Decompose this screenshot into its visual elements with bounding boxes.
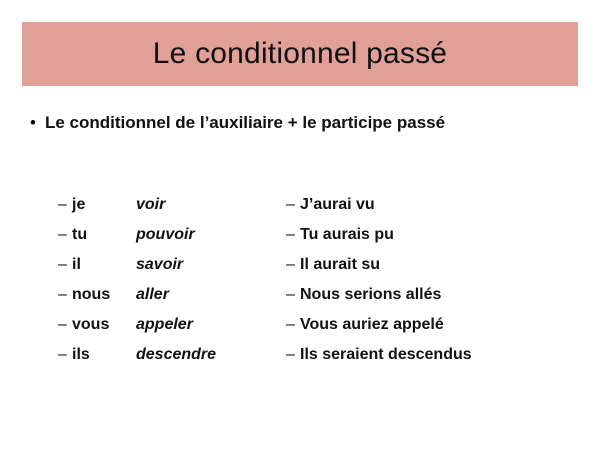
result-cell: Ils seraient descendus <box>300 346 472 363</box>
dash-marker-icon: – <box>286 226 295 243</box>
verb-cell: appeler <box>136 316 193 333</box>
dash-marker-icon: – <box>286 286 295 303</box>
pronoun-cell: je <box>72 196 86 213</box>
dash-marker-icon: – <box>58 286 67 303</box>
title-banner <box>22 22 578 86</box>
pronoun-cell: il <box>72 256 81 273</box>
verb-cell: pouvoir <box>136 226 195 243</box>
dash-marker-icon: – <box>58 316 67 333</box>
table-row <box>58 316 588 346</box>
table-row <box>58 256 588 286</box>
pronoun-cell: tu <box>72 226 88 243</box>
dash-marker-icon: – <box>286 316 295 333</box>
dash-marker-icon: – <box>58 346 67 363</box>
table-row <box>58 346 588 376</box>
pronoun-cell: nous <box>72 286 111 303</box>
table-row <box>58 196 588 226</box>
bullet-text: Le conditionnel de l’auxiliaire + le participe passé <box>44 113 446 132</box>
verb-cell: savoir <box>136 256 184 273</box>
pronoun-cell: ils <box>72 346 90 363</box>
dash-marker-icon: – <box>286 346 295 363</box>
dash-marker-icon: – <box>58 256 67 273</box>
dash-marker-icon: – <box>286 256 295 273</box>
bullet-marker-icon: • <box>30 113 36 132</box>
dash-marker-icon: – <box>286 196 295 213</box>
table-row <box>58 286 588 316</box>
result-cell: Il aurait su <box>300 256 381 273</box>
result-cell: Vous auriez appelé <box>300 316 444 333</box>
verb-cell: voir <box>136 196 166 213</box>
dash-marker-icon: – <box>58 226 67 243</box>
bullet-point <box>30 112 575 134</box>
result-cell: J’aurai vu <box>300 196 375 213</box>
pronoun-cell: vous <box>72 316 110 333</box>
result-cell: Tu aurais pu <box>300 226 394 243</box>
verb-cell: aller <box>136 286 169 303</box>
result-cell: Nous serions allés <box>300 286 442 303</box>
page-title: Le conditionnel passé <box>152 37 448 70</box>
table-row <box>58 226 588 256</box>
dash-marker-icon: – <box>58 196 67 213</box>
verb-cell: descendre <box>136 346 217 363</box>
conjugation-table <box>58 196 588 376</box>
